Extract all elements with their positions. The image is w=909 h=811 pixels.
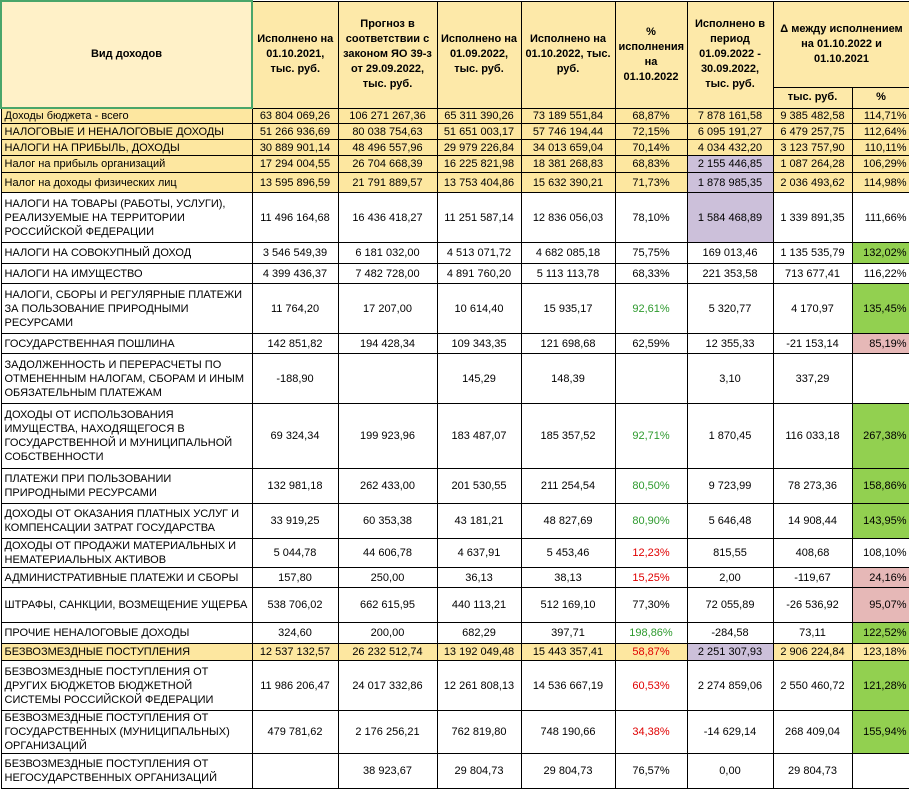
- table-row: [1, 568, 909, 588]
- cell-executed-sep-2022: 65 311 390,26: [437, 108, 521, 124]
- cell-delta-percent: 155,94%: [852, 711, 909, 754]
- cell-forecast: 262 433,00: [338, 469, 437, 504]
- table-header: [1, 1, 909, 108]
- cell-executed-oct-2022: 148,39: [521, 354, 615, 404]
- cell-executed-2021: 4 399 436,37: [252, 264, 338, 284]
- cell-forecast: 250,00: [338, 568, 437, 588]
- cell-delta-percent: 116,22%: [852, 264, 909, 284]
- cell-executed-sep-2022: 201 530,55: [437, 469, 521, 504]
- cell-forecast: 26 704 668,39: [338, 156, 437, 173]
- cell-executed-period: 0,00: [687, 754, 773, 789]
- cell-execution-percent: 71,73%: [615, 173, 687, 193]
- cell-delta-percent: 24,16%: [852, 568, 909, 588]
- cell-execution-percent: 58,87%: [615, 644, 687, 661]
- cell-executed-oct-2022: 512 169,10: [521, 588, 615, 623]
- cell-revenue-type: АДМИНИСТРАТИВНЫЕ ПЛАТЕЖИ И СБОРЫ: [1, 568, 252, 588]
- cell-executed-oct-2022: 397,71: [521, 623, 615, 644]
- cell-executed-oct-2022: 121 698,68: [521, 334, 615, 354]
- cell-execution-percent: 68,83%: [615, 156, 687, 173]
- cell-delta-percent: 122,52%: [852, 623, 909, 644]
- cell-delta-rub: 408,68: [773, 539, 852, 568]
- cell-executed-period: 7 878 161,58: [687, 108, 773, 124]
- cell-forecast: 106 271 267,36: [338, 108, 437, 124]
- table-row: [1, 140, 909, 156]
- cell-execution-percent: 92,71%: [615, 404, 687, 469]
- cell-executed-2021: 157,80: [252, 568, 338, 588]
- cell-execution-percent: 92,61%: [615, 284, 687, 334]
- cell-delta-percent: [852, 354, 909, 404]
- cell-executed-sep-2022: 16 225 821,98: [437, 156, 521, 173]
- cell-execution-percent: 72,15%: [615, 124, 687, 140]
- cell-execution-percent: 80,90%: [615, 504, 687, 539]
- table-row: [1, 264, 909, 284]
- cell-executed-oct-2022: 15 935,17: [521, 284, 615, 334]
- cell-delta-rub: 2 036 493,62: [773, 173, 852, 193]
- table-row: [1, 661, 909, 711]
- cell-executed-oct-2022: 29 804,73: [521, 754, 615, 789]
- cell-executed-period: 5 320,77: [687, 284, 773, 334]
- cell-forecast: 80 038 754,63: [338, 124, 437, 140]
- cell-executed-2021: 142 851,82: [252, 334, 338, 354]
- table-row: [1, 243, 909, 264]
- cell-revenue-type: НАЛОГИ НА СОВОКУПНЫЙ ДОХОД: [1, 243, 252, 264]
- cell-forecast: 24 017 332,86: [338, 661, 437, 711]
- cell-execution-percent: 198,86%: [615, 623, 687, 644]
- cell-forecast: 200,00: [338, 623, 437, 644]
- table-row: [1, 711, 909, 754]
- cell-executed-2021: 12 537 132,57: [252, 644, 338, 661]
- cell-execution-percent: 60,53%: [615, 661, 687, 711]
- cell-executed-sep-2022: 13 753 404,86: [437, 173, 521, 193]
- cell-forecast: 38 923,67: [338, 754, 437, 789]
- table-row: [1, 124, 909, 140]
- cell-revenue-type: ГОСУДАРСТВЕННАЯ ПОШЛИНА: [1, 334, 252, 354]
- cell-forecast: 21 791 889,57: [338, 173, 437, 193]
- cell-delta-percent: 135,45%: [852, 284, 909, 334]
- cell-executed-period: 221 353,58: [687, 264, 773, 284]
- cell-delta-rub: 268 409,04: [773, 711, 852, 754]
- cell-execution-percent: 80,50%: [615, 469, 687, 504]
- cell-executed-period: 9 723,99: [687, 469, 773, 504]
- cell-execution-percent: 12,23%: [615, 539, 687, 568]
- cell-delta-percent: 121,28%: [852, 661, 909, 711]
- header-executed-sep-2022: Исполнено на 01.09.2022, тыс. руб.: [437, 1, 521, 108]
- cell-executed-2021: 33 919,25: [252, 504, 338, 539]
- cell-executed-oct-2022: 12 836 056,03: [521, 193, 615, 243]
- table-body: [1, 108, 909, 789]
- cell-executed-period: 1 584 468,89: [687, 193, 773, 243]
- cell-execution-percent: 77,30%: [615, 588, 687, 623]
- cell-executed-period: 2 274 859,06: [687, 661, 773, 711]
- cell-execution-percent: 76,57%: [615, 754, 687, 789]
- cell-delta-percent: 114,71%: [852, 108, 909, 124]
- cell-delta-rub: 78 273,36: [773, 469, 852, 504]
- cell-execution-percent: 78,10%: [615, 193, 687, 243]
- cell-forecast: 7 482 728,00: [338, 264, 437, 284]
- cell-delta-rub: 116 033,18: [773, 404, 852, 469]
- cell-executed-period: 4 034 432,20: [687, 140, 773, 156]
- cell-executed-sep-2022: 43 181,21: [437, 504, 521, 539]
- cell-revenue-type: НАЛОГИ НА ИМУЩЕСТВО: [1, 264, 252, 284]
- cell-forecast: 26 232 512,74: [338, 644, 437, 661]
- table-row: [1, 469, 909, 504]
- cell-executed-oct-2022: 14 536 667,19: [521, 661, 615, 711]
- cell-delta-percent: [852, 754, 909, 789]
- cell-revenue-type: ДОХОДЫ ОТ ОКАЗАНИЯ ПЛАТНЫХ УСЛУГ И КОМПЕНСАЦИИ ЗАТРАТ ГОСУДАРСТВА: [1, 504, 252, 539]
- cell-executed-oct-2022: 15 443 357,41: [521, 644, 615, 661]
- cell-revenue-type: НАЛОГОВЫЕ И НЕНАЛОГОВЫЕ ДОХОДЫ: [1, 124, 252, 140]
- cell-revenue-type: БЕЗВОЗМЕЗДНЫЕ ПОСТУПЛЕНИЯ ОТ ГОСУДАРСТВЕННЫХ (МУНИЦИПАЛЬНЫХ) ОРГАНИЗАЦИЙ: [1, 711, 252, 754]
- cell-forecast: 48 496 557,96: [338, 140, 437, 156]
- cell-delta-percent: 158,86%: [852, 469, 909, 504]
- cell-executed-sep-2022: 11 251 587,14: [437, 193, 521, 243]
- table-row: [1, 404, 909, 469]
- cell-executed-sep-2022: 145,29: [437, 354, 521, 404]
- cell-executed-sep-2022: 682,29: [437, 623, 521, 644]
- cell-delta-percent: 111,66%: [852, 193, 909, 243]
- cell-executed-2021: 5 044,78: [252, 539, 338, 568]
- cell-executed-2021: 30 889 901,14: [252, 140, 338, 156]
- cell-delta-rub: -119,67: [773, 568, 852, 588]
- cell-executed-sep-2022: 4 637,91: [437, 539, 521, 568]
- cell-delta-percent: 85,19%: [852, 334, 909, 354]
- cell-executed-sep-2022: 51 651 003,17: [437, 124, 521, 140]
- cell-executed-2021: 17 294 004,55: [252, 156, 338, 173]
- cell-executed-oct-2022: 185 357,52: [521, 404, 615, 469]
- cell-executed-period: 12 355,33: [687, 334, 773, 354]
- cell-executed-sep-2022: 109 343,35: [437, 334, 521, 354]
- cell-executed-sep-2022: 4 891 760,20: [437, 264, 521, 284]
- cell-delta-rub: 713 677,41: [773, 264, 852, 284]
- cell-revenue-type: ПЛАТЕЖИ ПРИ ПОЛЬЗОВАНИИ ПРИРОДНЫМИ РЕСУРСАМИ: [1, 469, 252, 504]
- cell-delta-percent: 132,02%: [852, 243, 909, 264]
- cell-executed-oct-2022: 57 746 194,44: [521, 124, 615, 140]
- cell-executed-period: 3,10: [687, 354, 773, 404]
- header-revenue-type: Вид доходов: [1, 1, 252, 108]
- cell-executed-period: 2,00: [687, 568, 773, 588]
- cell-forecast: 60 353,38: [338, 504, 437, 539]
- header-delta-percent: %: [852, 87, 909, 108]
- table-row: [1, 156, 909, 173]
- cell-executed-period: 6 095 191,27: [687, 124, 773, 140]
- cell-executed-oct-2022: 38,13: [521, 568, 615, 588]
- cell-revenue-type: НАЛОГИ НА ТОВАРЫ (РАБОТЫ, УСЛУГИ), РЕАЛИЗУЕМЫЕ НА ТЕРРИТОРИИ РОССИЙСКОЙ ФЕДЕРАЦИИ: [1, 193, 252, 243]
- cell-delta-percent: 123,18%: [852, 644, 909, 661]
- cell-delta-rub: 2 906 224,84: [773, 644, 852, 661]
- cell-revenue-type: Налог на доходы физических лиц: [1, 173, 252, 193]
- cell-executed-2021: 63 804 069,26: [252, 108, 338, 124]
- cell-delta-rub: -26 536,92: [773, 588, 852, 623]
- cell-revenue-type: БЕЗВОЗМЕЗДНЫЕ ПОСТУПЛЕНИЯ ОТ ДРУГИХ БЮДЖЕТОВ БЮДЖЕТНОЙ СИСТЕМЫ РОССИЙСКОЙ ФЕДЕРАЦИИ: [1, 661, 252, 711]
- header-execution-percent: % исполнения на 01.10.2022: [615, 1, 687, 108]
- table-row: [1, 334, 909, 354]
- cell-delta-rub: 337,29: [773, 354, 852, 404]
- cell-executed-2021: 479 781,62: [252, 711, 338, 754]
- cell-delta-rub: 2 550 460,72: [773, 661, 852, 711]
- cell-revenue-type: ДОХОДЫ ОТ ПРОДАЖИ МАТЕРИАЛЬНЫХ И НЕМАТЕРИАЛЬНЫХ АКТИВОВ: [1, 539, 252, 568]
- cell-revenue-type: ШТРАФЫ, САНКЦИИ, ВОЗМЕЩЕНИЕ УЩЕРБА: [1, 588, 252, 623]
- cell-executed-2021: -188,90: [252, 354, 338, 404]
- cell-executed-2021: 324,60: [252, 623, 338, 644]
- cell-executed-2021: 11 764,20: [252, 284, 338, 334]
- cell-executed-oct-2022: 34 013 659,04: [521, 140, 615, 156]
- cell-forecast: 194 428,34: [338, 334, 437, 354]
- cell-executed-2021: 51 266 936,69: [252, 124, 338, 140]
- cell-executed-oct-2022: 5 453,46: [521, 539, 615, 568]
- table-row: [1, 539, 909, 568]
- header-executed-2021: Исполнено на 01.10.2021, тыс. руб.: [252, 1, 338, 108]
- cell-executed-sep-2022: 10 614,40: [437, 284, 521, 334]
- cell-revenue-type: БЕЗВОЗМЕЗДНЫЕ ПОСТУПЛЕНИЯ ОТ НЕГОСУДАРСТВЕННЫХ ОРГАНИЗАЦИЙ: [1, 754, 252, 789]
- cell-delta-rub: 29 804,73: [773, 754, 852, 789]
- table-row: [1, 108, 909, 124]
- cell-revenue-type: ДОХОДЫ ОТ ИСПОЛЬЗОВАНИЯ ИМУЩЕСТВА, НАХОДЯЩЕГОСЯ В ГОСУДАРСТВЕННОЙ И МУНИЦИПАЛЬНОЙ СОБСТВЕННОСТИ: [1, 404, 252, 469]
- cell-delta-rub: 1 087 264,28: [773, 156, 852, 173]
- table-row: [1, 173, 909, 193]
- cell-forecast: 199 923,96: [338, 404, 437, 469]
- table-row: [1, 284, 909, 334]
- cell-revenue-type: НАЛОГИ, СБОРЫ И РЕГУЛЯРНЫЕ ПЛАТЕЖИ ЗА ПОЛЬЗОВАНИЕ ПРИРОДНЫМИ РЕСУРСАМИ: [1, 284, 252, 334]
- cell-executed-oct-2022: 18 381 268,83: [521, 156, 615, 173]
- cell-forecast: 6 181 032,00: [338, 243, 437, 264]
- cell-delta-percent: 106,29%: [852, 156, 909, 173]
- cell-delta-percent: 108,10%: [852, 539, 909, 568]
- cell-execution-percent: 68,87%: [615, 108, 687, 124]
- cell-execution-percent: 15,25%: [615, 568, 687, 588]
- cell-executed-2021: 11 496 164,68: [252, 193, 338, 243]
- cell-executed-oct-2022: 15 632 390,21: [521, 173, 615, 193]
- cell-delta-percent: 112,64%: [852, 124, 909, 140]
- cell-forecast: 16 436 418,27: [338, 193, 437, 243]
- cell-execution-percent: 75,75%: [615, 243, 687, 264]
- cell-execution-percent: 68,33%: [615, 264, 687, 284]
- cell-execution-percent: 70,14%: [615, 140, 687, 156]
- cell-executed-oct-2022: 211 254,54: [521, 469, 615, 504]
- cell-executed-sep-2022: 440 113,21: [437, 588, 521, 623]
- cell-execution-percent: [615, 354, 687, 404]
- cell-revenue-type: ПРОЧИЕ НЕНАЛОГОВЫЕ ДОХОДЫ: [1, 623, 252, 644]
- cell-executed-sep-2022: 12 261 808,13: [437, 661, 521, 711]
- cell-forecast: 662 615,95: [338, 588, 437, 623]
- cell-delta-percent: 110,11%: [852, 140, 909, 156]
- cell-executed-period: 815,55: [687, 539, 773, 568]
- cell-execution-percent: 34,38%: [615, 711, 687, 754]
- cell-executed-2021: 13 595 896,59: [252, 173, 338, 193]
- cell-executed-2021: 3 546 549,39: [252, 243, 338, 264]
- header-executed-oct-2022: Исполнено на 01.10.2022, тыс. руб.: [521, 1, 615, 108]
- table-row: [1, 504, 909, 539]
- cell-executed-sep-2022: 29 804,73: [437, 754, 521, 789]
- cell-delta-percent: 267,38%: [852, 404, 909, 469]
- cell-delta-rub: -21 153,14: [773, 334, 852, 354]
- cell-forecast: 17 207,00: [338, 284, 437, 334]
- cell-executed-sep-2022: 762 819,80: [437, 711, 521, 754]
- cell-executed-period: 2 251 307,93: [687, 644, 773, 661]
- cell-forecast: 44 606,78: [338, 539, 437, 568]
- cell-forecast: [338, 354, 437, 404]
- cell-delta-percent: 114,98%: [852, 173, 909, 193]
- cell-executed-period: -14 629,14: [687, 711, 773, 754]
- header-forecast: Прогноз в соответствии с законом ЯО 39-з от 29.09.2022, тыс. руб.: [338, 1, 437, 108]
- cell-executed-period: 5 646,48: [687, 504, 773, 539]
- cell-executed-2021: 11 986 206,47: [252, 661, 338, 711]
- cell-executed-sep-2022: 183 487,07: [437, 404, 521, 469]
- header-delta-rub: тыс. руб.: [773, 87, 852, 108]
- cell-forecast: 2 176 256,21: [338, 711, 437, 754]
- cell-executed-2021: 132 981,18: [252, 469, 338, 504]
- cell-delta-rub: 73,11: [773, 623, 852, 644]
- cell-executed-oct-2022: 73 189 551,84: [521, 108, 615, 124]
- table-row: [1, 754, 909, 789]
- cell-executed-period: 1 870,45: [687, 404, 773, 469]
- cell-delta-percent: 95,07%: [852, 588, 909, 623]
- cell-delta-rub: 1 339 891,35: [773, 193, 852, 243]
- table-row: [1, 588, 909, 623]
- cell-delta-rub: 6 479 257,75: [773, 124, 852, 140]
- table-row: [1, 623, 909, 644]
- cell-executed-oct-2022: 48 827,69: [521, 504, 615, 539]
- cell-executed-2021: 538 706,02: [252, 588, 338, 623]
- cell-executed-period: 1 878 985,35: [687, 173, 773, 193]
- cell-revenue-type: БЕЗВОЗМЕЗДНЫЕ ПОСТУПЛЕНИЯ: [1, 644, 252, 661]
- cell-delta-rub: 3 123 757,90: [773, 140, 852, 156]
- table-row: [1, 193, 909, 243]
- cell-execution-percent: 62,59%: [615, 334, 687, 354]
- cell-executed-2021: [252, 754, 338, 789]
- cell-executed-sep-2022: 4 513 071,72: [437, 243, 521, 264]
- cell-delta-rub: 14 908,44: [773, 504, 852, 539]
- cell-delta-rub: 9 385 482,58: [773, 108, 852, 124]
- cell-delta-rub: 4 170,97: [773, 284, 852, 334]
- table-row: [1, 644, 909, 661]
- cell-revenue-type: НАЛОГИ НА ПРИБЫЛЬ, ДОХОДЫ: [1, 140, 252, 156]
- cell-executed-oct-2022: 5 113 113,78: [521, 264, 615, 284]
- header-executed-period: Исполнено в период 01.09.2022 - 30.09.2022, тыс. руб.: [687, 1, 773, 108]
- cell-delta-rub: 1 135 535,79: [773, 243, 852, 264]
- cell-executed-period: 2 155 446,85: [687, 156, 773, 173]
- cell-executed-2021: 69 324,34: [252, 404, 338, 469]
- cell-revenue-type: ЗАДОЛЖЕННОСТЬ И ПЕРЕРАСЧЕТЫ ПО ОТМЕНЕННЫМ НАЛОГАМ, СБОРАМ И ИНЫМ ОБЯЗАТЕЛЬНЫМ ПЛАТЕЖАМ: [1, 354, 252, 404]
- cell-executed-period: -284,58: [687, 623, 773, 644]
- cell-executed-sep-2022: 29 979 226,84: [437, 140, 521, 156]
- table-row: [1, 354, 909, 404]
- cell-executed-period: 169 013,46: [687, 243, 773, 264]
- cell-executed-sep-2022: 13 192 049,48: [437, 644, 521, 661]
- cell-executed-oct-2022: 748 190,66: [521, 711, 615, 754]
- cell-executed-oct-2022: 4 682 085,18: [521, 243, 615, 264]
- header-delta: Δ между исполнением на 01.10.2022 и 01.10.2021: [773, 1, 909, 87]
- cell-revenue-type: Налог на прибыль организаций: [1, 156, 252, 173]
- cell-delta-percent: 143,95%: [852, 504, 909, 539]
- cell-executed-period: 72 055,89: [687, 588, 773, 623]
- cell-revenue-type: Доходы бюджета - всего: [1, 108, 252, 124]
- cell-executed-sep-2022: 36,13: [437, 568, 521, 588]
